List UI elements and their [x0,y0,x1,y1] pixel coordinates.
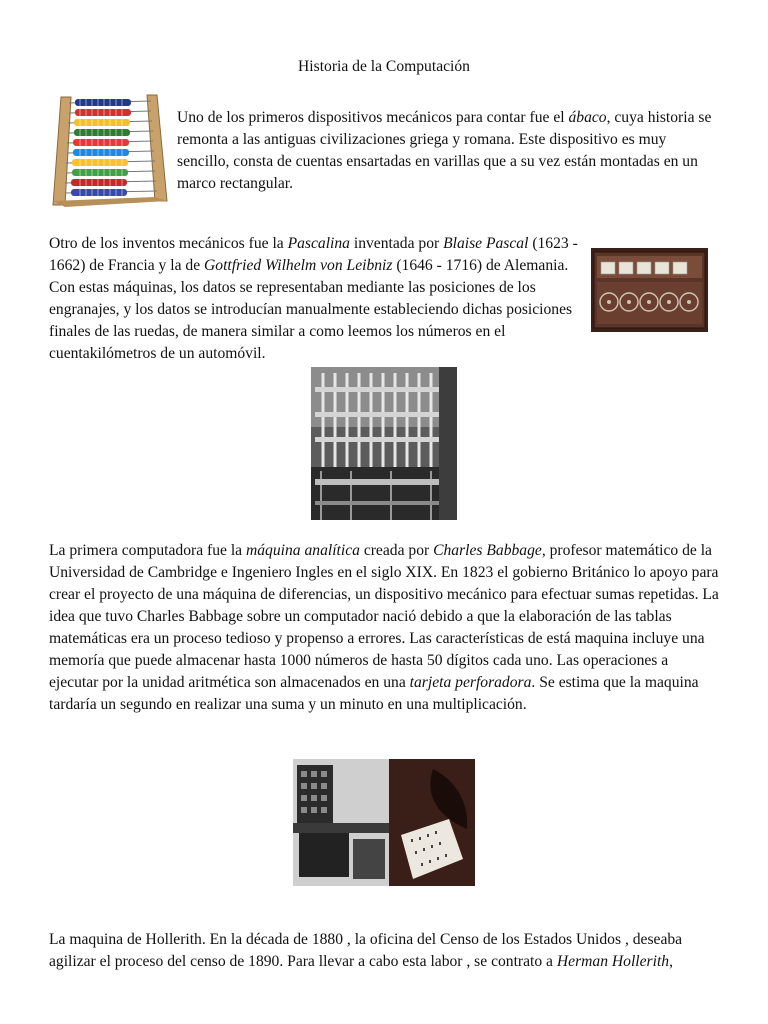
paragraph-babbage: La primera computadora fue la máquina analítica creada por Charles Babbage, profesor matemático de la Universidad de Cambridge e Ingeniero Ingles en el siglo XIX. En 1823 el gobierno Británico lo apoyo para crear el proyecto de una máquina de diferencias, un dispositivo mecánico para efectuar sumas repetidas. La idea que tuvo Charles Babbage sobre un computador nació debido a que la elaboración de las tablas matemáticas era un proceso tedioso y propenso a errores. Las características de está maquina incluye una memoría que puede almacenar hasta 1000 números de hasta 50 dígitos cada uno. Las operaciones a ejecutar por la unidad aritmética son almacenados en una tarjeta perforadora. Se estima que la maquina tardaría un segundo en realizar una suma y un minuto en una multiplicación. [49,542,719,713]
paragraph-pascalina: Otro de los inventos mecánicos fue la Pascalina inventada por Blaise Pascal (1623 - 1662) de Francia y la de Gottfried Wilhelm von Leibniz (1646 - 1716) de Alemania. Con estas máquinas, los datos se representaban mediante las posiciones de los engranajes, y los datos se introducían manualmente estableciendo dichas posiciones finales de las ruedas, de manera similar a como leemos los números en el cuentakilómetros de un automóvil. [49,235,578,362]
page-title: Historia de la Computación [298,58,470,75]
abacus-image [51,93,170,211]
paragraph-hollerith: La maquina de Hollerith. En la década de 1880 , la oficina del Censo de los Estados Unidos , deseaba agilizar el proceso del censo de 1890. Para llevar a cabo esta labor , se contrato a Herman Hollerith, [49,931,683,970]
hollerith-image [293,759,475,886]
difference-engine-image [311,367,457,520]
pascalina-image [591,248,708,332]
paragraph-abacus: Uno de los primeros dispositivos mecánicos para contar fue el ábaco, cuya historia se remonta a las antiguas civilizaciones griega y romana. Este dispositivo es muy sencillo, consta de cuentas ensartadas en varillas que a su vez están montadas en un marco rectangular. [177,109,712,192]
